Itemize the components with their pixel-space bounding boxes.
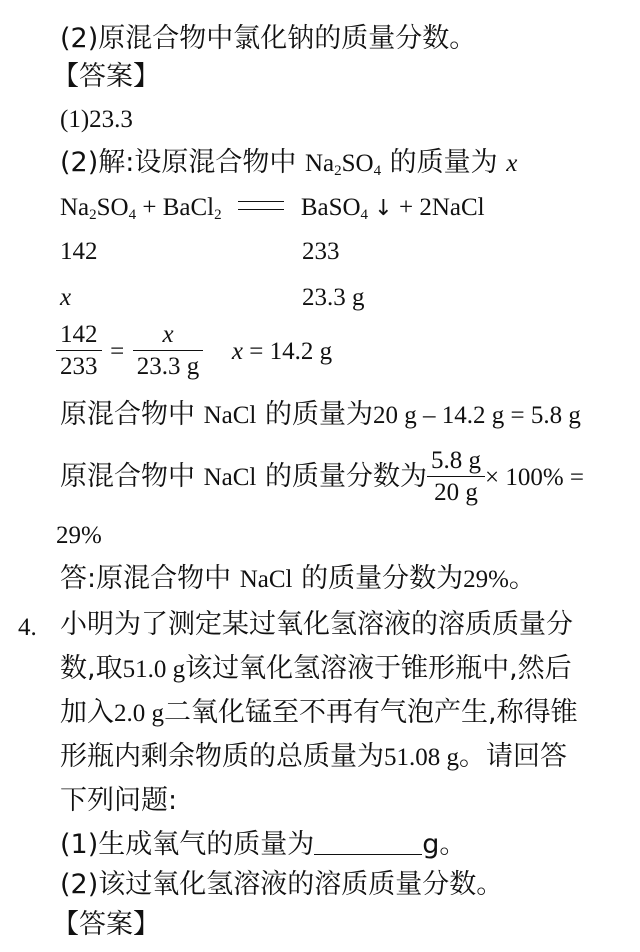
final-answer-line: [60, 562, 536, 597]
nacl-formula-2: NaCl: [203, 464, 257, 491]
answer-heading-2: 【答案】: [52, 909, 160, 940]
down-arrow-icon: ↓: [374, 196, 393, 221]
nacl-mass-expression: 20 g – 14.2 g = 5.8 g: [372, 402, 581, 429]
nacl-fraction-a: 原混合物中: [60, 461, 195, 492]
times-100-percent: × 100% =: [484, 464, 584, 491]
fraction-5.8-20: $\frac{5.8 g}{20 g}$: [427, 446, 485, 509]
nacl-formula: NaCl: [203, 402, 257, 429]
unknown-x: x: [60, 284, 72, 311]
known-mass-cell: [302, 280, 365, 315]
equation-products: BaSO$_4$ ↓ + 2NaCl: [300, 194, 485, 223]
q4-mass-51.08: 51.08 g: [384, 744, 459, 771]
question-4-line-1: 小明为了测定某过氧化氢溶液的溶质质量分: [60, 609, 573, 640]
equation-reactants: $Na_2SO_4$ + BaCl$_2$: [60, 194, 222, 223]
nacl-mass-a: 原混合物中: [60, 399, 195, 430]
nacl-mass-line: [60, 398, 581, 433]
known-mass: 23.3 g: [302, 284, 365, 311]
fraction-142-233: $\frac{142}{233}$: [56, 320, 102, 383]
nacl-formula-3: NaCl: [239, 566, 293, 593]
question-4-part-2: (2)该过氧化氢溶液的溶质质量分数。: [60, 869, 504, 900]
answer-heading: 【答案】: [52, 61, 160, 92]
variable-x: x: [506, 150, 518, 177]
unknown-row: [60, 280, 71, 315]
solution-intro-text: (2)解:设原混合物中: [60, 147, 297, 178]
answer-blank[interactable]: [314, 830, 422, 855]
question-4-line-2: 数,取51.0 g该过氧化氢溶液于锥形瓶中,然后: [60, 653, 572, 684]
final-answer-b: 的质量分数为: [301, 563, 464, 594]
question-4-part-1: (1)生成氧气的质量为 g。: [60, 829, 467, 860]
final-answer-period: 。: [508, 563, 536, 594]
solution-intro: [60, 146, 517, 181]
equals: =: [110, 338, 125, 365]
question-4-line-5: 下列问题:: [60, 785, 178, 816]
q4-mass-51: 51.0 g: [122, 656, 186, 683]
reaction-equation: [60, 190, 485, 226]
molar-mass-233: 233: [302, 238, 340, 265]
final-answer-29: 29%: [463, 566, 509, 593]
question-4-number: 4.: [18, 614, 37, 641]
answer-1-text: (1)23.3: [60, 106, 133, 133]
molar-mass-row: [60, 234, 98, 269]
result-line: [56, 518, 102, 553]
result-29: 29%: [56, 522, 102, 549]
nacl-fraction-line: [60, 446, 584, 509]
part2-question: (2)原混合物中氯化钠的质量分数。: [60, 23, 477, 54]
answer-1: [60, 102, 133, 137]
molar-mass-142: 142: [60, 238, 98, 265]
molar-mass-233-cell: [302, 234, 340, 269]
na2so4-formula: $Na_2SO_4$: [304, 150, 382, 179]
solved-x: x = 14.2 g: [231, 338, 333, 365]
equals-sign: [238, 201, 284, 210]
question-4-line-4: 形瓶内剩余物质的总质量为51.08 g。请回答: [60, 741, 567, 772]
solution-intro-tail: 的质量为: [389, 147, 498, 178]
proportion-equation: [56, 320, 332, 383]
question-4-line-3: 加入2.0 g二氧化锰至不再有气泡产生,称得锥: [60, 697, 578, 728]
nacl-mass-b: 的质量为: [264, 399, 373, 430]
fraction-x-23.3: $\frac{x}{23.3 g}$: [133, 320, 204, 383]
final-answer-a: 答:原混合物中: [60, 563, 232, 594]
q4-mass-2: 2.0 g: [114, 700, 164, 727]
nacl-fraction-b: 的质量分数为: [264, 461, 427, 492]
